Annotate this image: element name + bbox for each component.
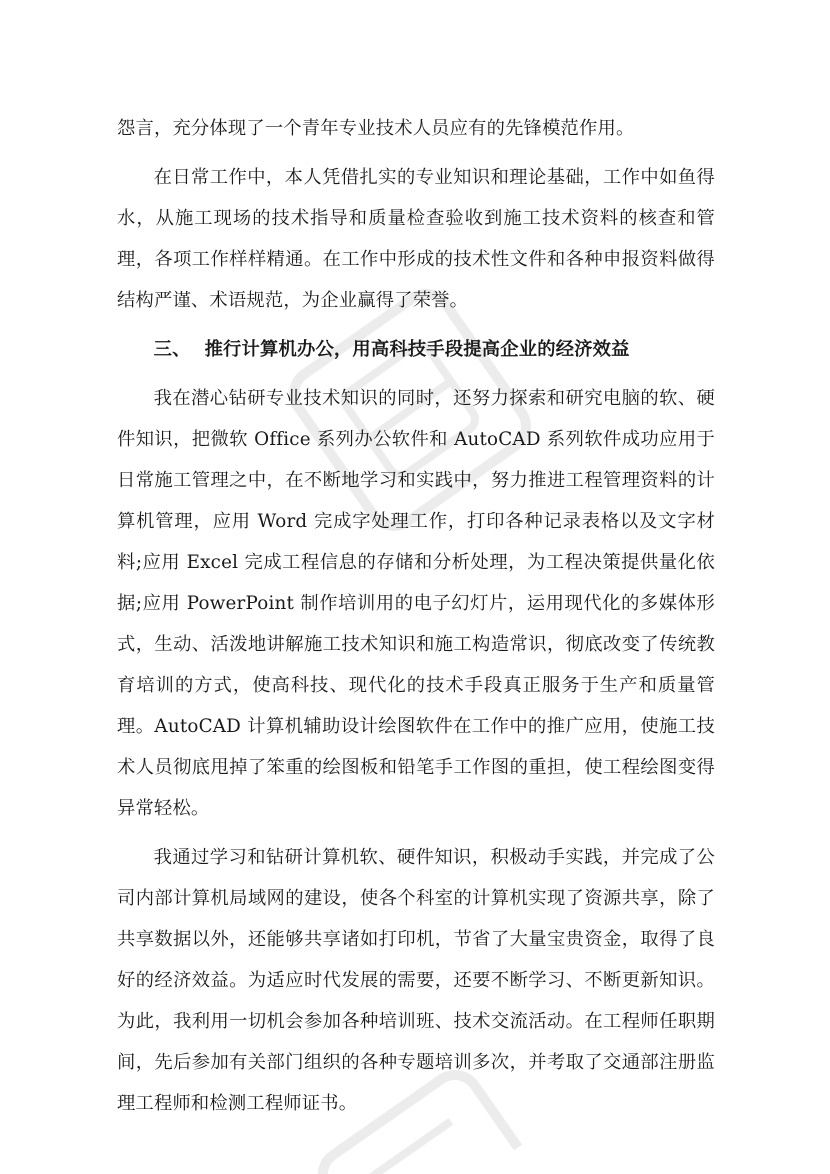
section-heading bbox=[117, 329, 715, 370]
paragraph-computer-office: 我在潜心钻研专业技术知识的同时，还努力探索和研究电脑的软、硬件知识，把微软 Office 系列办公软件和 AutoCAD 系列软件成功应用于日常施工管理之中，在不断地学习和实践中，努力推进工程管理资料的计算机管理，应用 Word 完成字处理工作，打印各种记录表格以及文字材料;应用 Excel 完成工程信息的存储和分析处理，为工程决策提供量化依据;应用 PowerPoint 制作培训用的电子幻灯片，运用现代化的多媒体形式，生动、活泼地讲解施工技术知识和施工构造常识，彻底改变了传统教育培训的方式，使高科技、现代化的技术手段真正服务于生产和质量管理。AutoCAD 计算机辅助设计绘图软件在工作中的推广应用，使施工技术人员彻底甩掉了笨重的绘图板和铅笔手工作图的重担，使工程绘图变得异常轻松。 bbox=[117, 388, 715, 819]
document-body bbox=[117, 108, 715, 1124]
section-title: 推行计算机办公，用高科技手段提高企业的经济效益 bbox=[204, 339, 630, 360]
paragraph-continuation: 怨言，充分体现了一个青年专业技术人员应有的先锋模范作用。 bbox=[117, 118, 635, 139]
paragraph-daily-work: 在日常工作中，本人凭借扎实的专业知识和理论基础，工作中如鱼得水，从施工现场的技术指导和质量检查验收到施工技术资料的核查和管理，各项工作样样精通。在工作中形成的技术性文件和各种申报资料做得结构严谨、术语规范，为企业赢得了荣誉。 bbox=[117, 167, 715, 311]
paragraph-network: 我通过学习和钻研计算机软、硬件知识，积极动手实践，并完成了公司内部计算机局域网的建设，使各个科室的计算机实现了资源共享，除了共享数据以外，还能够共享诸如打印机，节省了大量宝贵资金，取得了良好的经济效益。为适应时代发展的需要，还要不断学习、不断更新知识。为此，我利用一切机会参加各种培训班、技术交流活动。在工程师任职期间，先后参加有关部门组织的各种专题培训多次，并考取了交通部注册监理工程师和检测工程师证书。 bbox=[117, 847, 715, 1114]
section-number: 三、 bbox=[153, 339, 191, 360]
